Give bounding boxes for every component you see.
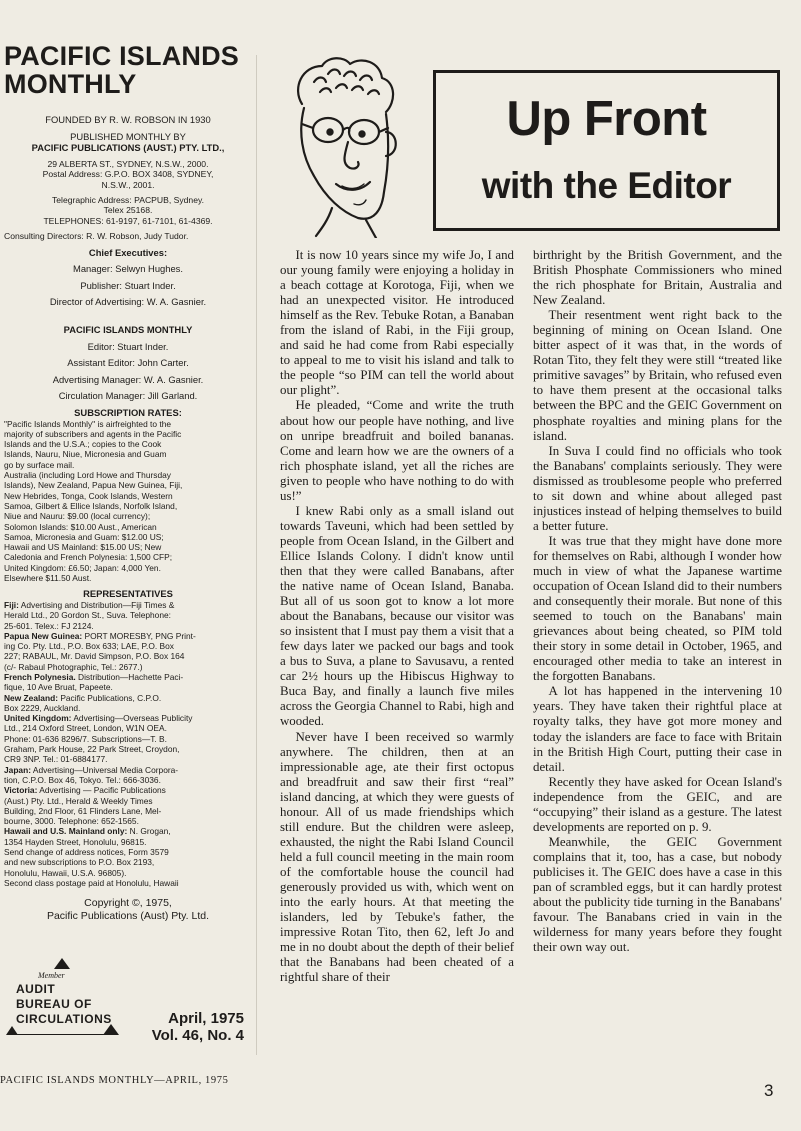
publisher-line: Publisher: Stuart Inder.: [80, 279, 176, 291]
representatives-header: REPRESENTATIVES: [83, 588, 173, 600]
representative-line: Building, 2nd Floor, 61 Flinders Lane, Mel-: [4, 805, 162, 816]
masthead-title-line2: MONTHLY: [4, 69, 137, 99]
representative-entry: [4, 631, 252, 672]
assistant-editor-line: Assistant Editor: John Carter.: [67, 357, 189, 369]
representative-region: Japan:: [4, 764, 31, 775]
representative-line: bourne, 3000. Telephone: 652-1565.: [4, 816, 139, 827]
column-divider: [256, 55, 257, 1055]
page-number: 3: [764, 1081, 774, 1100]
representative-line: 227; RABAUL, Mr. David Simpson, P.O. Box 164: [4, 651, 185, 662]
audit-logo-line3: CIRCULATIONS: [16, 1012, 112, 1026]
article-column-2: [533, 248, 782, 955]
representative-line: Honolulu, Hawaii, U.S.A. 96805).: [4, 867, 127, 878]
section-title-line2: with the Editor: [481, 165, 732, 206]
representative-line: [4, 631, 252, 641]
representative-text: Advertising — Pacific Publications: [39, 785, 166, 796]
representative-line: Send change of address notices, Form 3579: [4, 847, 169, 858]
representative-line: and new subscriptions to P.O. Box 2193,: [4, 857, 155, 868]
published-by-line: PUBLISHED MONTHLY BY: [70, 130, 186, 142]
manager-line: Manager: Selwyn Hughes.: [73, 263, 183, 275]
logo-base-rule: [12, 1034, 112, 1035]
address-line: Postal Address: G.P.O. BOX 3408, SYDNEY,: [42, 169, 214, 180]
representative-text: N. Grogan,: [129, 826, 171, 837]
subscription-line: "Pacific Islands Monthly" is airfreighted to the: [4, 418, 172, 429]
subscription-line: Hawaii and US Mainland: $15.00 US; New: [4, 542, 162, 553]
section-title-box: [433, 70, 780, 231]
representative-line: Herald Ltd., 20 Gordon St., Suva. Telephone:: [4, 610, 171, 621]
advertising-manager-line: Advertising Manager: W. A. Gasnier.: [52, 373, 204, 385]
masthead-title-line1: PACIFIC ISLANDS: [4, 41, 240, 71]
representative-line: (Aust.) Pty. Ltd., Herald & Weekly Times: [4, 795, 153, 806]
article-paragraph: I knew Rabi only as a small island out towards Taveuni, which had been settled by people from Ocean Island, in the Gilbert and Ellice Islands Colony. I didn't know until then that they were called Banabans, after the native name of Ocean Island, Banaba. But all of us soon got to know a lot more about the Banabans, because our visitor was so insistent that I must pay them a visit that a few days later we packed our bags and took a bus to Suva, a plane to Savusavu, a rented car 2½ hours up the Hibiscus Highway to Buca Bay, and finally a launch five miles across the Georgia Channel to Rabi, high and wooded.: [280, 503, 514, 729]
representative-region: Papua New Guinea:: [4, 630, 83, 641]
subscription-rates: [4, 419, 252, 584]
audit-bureau-logo: [6, 958, 146, 1038]
subscription-line: Islands, Nauru, Niue, Micronesia and Guam: [4, 449, 167, 460]
subscription-line: Caledonia and French Polynesia: 1,500 CFP;: [4, 552, 173, 563]
article-paragraph: It was true that they might have done more for themselves on Rabi, although I wonder how much in view of what the Japanese wartime occupation of Ocean Island did to their numbers and consequently their morale. But none of this seemed to touch on the Banabans' main grievances about being cheated, so PIM told their story in some detail in October, 1965, and encouraged other media to take an interest in the forgotten Banabans.: [533, 533, 782, 684]
address-line: N.S.W., 2001.: [101, 179, 155, 190]
representative-text: Advertising and Distribution—Fiji Times &: [20, 599, 175, 610]
representative-line: [4, 826, 252, 836]
representative-line: Graham, Park House, 22 Park Street, Croydon,: [4, 744, 180, 755]
issue-info: [132, 1010, 244, 1044]
representative-region: United Kingdom:: [4, 713, 72, 724]
representative-line: ing Co. Pty. Ltd., P.O. Box 633; LAE, P.O. Box: [4, 641, 174, 652]
representative-region: New Zealand:: [4, 692, 58, 703]
representative-line: Box 2229, Auckland.: [4, 702, 81, 713]
representative-text: PORT MORESBY, PNG Print-: [84, 630, 196, 641]
subscription-line: Islands), New Zealand, Papua New Guinea, Fiji,: [4, 480, 183, 491]
representative-text: Distribution—Hachette Paci-: [78, 671, 184, 682]
editor-line: Editor: Stuart Inder.: [87, 340, 169, 352]
subscription-line: United Kingdom: £6.50; Japan: 4,000 Yen.: [4, 562, 161, 573]
representatives-list: [4, 600, 252, 888]
subscription-header: SUBSCRIPTION RATES:: [74, 406, 182, 418]
article-paragraph: Meanwhile, the GEIC Government complains that it, too, has a case, but nobody publicises it. The GEIC does have a case in this pan of scrambled eggs, but it can hardly protest about the publicity tide turning in the Banabans' favour. The Banabans cried in vain in the wilderness for many years before they fought their own way out.: [533, 834, 782, 955]
copyright-line: Copyright ©, 1975,: [84, 897, 172, 910]
article-paragraph: In Suva I could find no officials who took the Banabans' complaints seriously. They were dismissed as troublesome people who preferred to sit down and whine about alleged past injustices instead of helping themselves to build a better future.: [533, 443, 782, 533]
subscription-line: majority of subscribers and agents in the Pacific: [4, 428, 182, 439]
representative-line: (c/- Rabaul Photographic, Tel.: 2677.): [4, 661, 143, 672]
masthead: [4, 42, 252, 923]
representative-entry: [4, 765, 252, 786]
representative-region: Hawaii and U.S. Mainland only:: [4, 826, 128, 837]
subscription-line: Samoa, Gilbert & Ellice Islands, Norfolk Island,: [4, 500, 178, 511]
article-paragraph: Their resentment went right back to the beginning of mining on Ocean Island. One bitter aspect of it was that, in the words of Rotan Tito, they felt they were still “treated like primitive savages” by Britain, who refused even to have them present at the occasional talks between the BPC and the GEIC Government on phosphate royalties and mining plans for the island.: [533, 308, 782, 443]
representative-entry: [4, 826, 252, 888]
representative-line: 1354 Hayden Street, Honolulu, 96815.: [4, 836, 147, 847]
representative-text: Advertising—Universal Media Corpora-: [32, 764, 179, 775]
representative-line: CR9 3NP. Tel.: 01-6884177.: [4, 754, 108, 765]
pim-header: PACIFIC ISLANDS MONTHLY: [63, 324, 193, 335]
section-title-line1: Up Front: [506, 92, 707, 146]
subscription-line: Solomon Islands: $10.00 Aust., American: [4, 521, 157, 532]
representative-region: Victoria:: [4, 785, 38, 796]
address-line: 29 ALBERTA ST., SYDNEY, N.S.W., 2000.: [47, 158, 209, 169]
article-paragraph: Never have I been received so warmly anywhere. The children, then at an impressionable age, ate their first octopus and breadfruit and saw their first “real” island dancing, at which they were guests of honour. All of us made friendships which still endure. But the children were asleep, exhausted, the night the Rabi Island Council held a full council meeting in the main room of the comfortable house the council had generously provided us with, which went on into the early hours. At that meeting the islanders, led by Tebuke's father, the impressive Rotan Tito, then 62, left Jo and me in no doubt about the depth of their belief that the Banabans had been cheated of a rightful share of their: [280, 729, 514, 985]
issue-volume: Vol. 46, No. 4: [151, 1027, 244, 1044]
article-paragraph: Recently they have asked for Ocean Island's independence from the GEIC, and are “occupying” their island as a gesture. The latest developments are reported on p. 9.: [533, 774, 782, 834]
running-footer: PACIFIC ISLANDS MONTHLY—APRIL, 1975: [0, 1075, 229, 1086]
representative-entry: [4, 693, 252, 714]
subscription-line: Niue and Nauru: $9.00 (local currency);: [4, 511, 151, 522]
chief-executives-label: Chief Executives:: [88, 246, 168, 258]
article-paragraph: birthright by the British Government, and the British Phosphate Commissioners who mined the rich phosphate for Britain, Australia and New Zealand.: [533, 248, 782, 308]
representative-line: [4, 713, 252, 723]
founded-line: FOUNDED BY R. W. ROBSON IN 1930: [45, 114, 211, 125]
representative-line: [4, 785, 252, 795]
subscription-line: Australia (including Lord Howe and Thursday: [4, 470, 171, 481]
audit-logo-line2: BUREAU OF: [16, 997, 92, 1011]
subscription-line: Samoa, Micronesia and Guam: $12.00 US;: [4, 531, 164, 542]
audit-logo-line1: AUDIT: [16, 982, 56, 996]
article-column-1: [280, 248, 514, 985]
representative-line: Phone: 01-636 8296/7. Subscriptions—T. B.: [4, 733, 167, 744]
representative-line: tion, C.P.O. Box 46, Tokyo. Tel.: 666-3036.: [4, 774, 161, 785]
article-paragraph: A lot has happened in the intervening 10 years. They have taken their rightful place at royalty talks, they have got more money and today the islanders are face to face with Britain in the British High Court, putting their case in detail.: [533, 684, 782, 774]
telegraphic-line: TELEPHONES: 61-9197, 61-7101, 61-4369.: [43, 215, 213, 226]
representative-line: fique, 10 Ave Bruat, Papeete.: [4, 682, 113, 693]
representative-line: [4, 672, 252, 682]
representative-region: French Polynesia.: [4, 671, 76, 682]
representative-line: Second class postage paid at Honolulu, Hawaii: [4, 877, 179, 888]
representative-text: Pacific Publications, C.P.O.: [60, 692, 162, 703]
article-paragraph: He pleaded, “Come and write the truth about how our people have nothing, and live on unripe breadfruit and boiled bananas. Come and learn how we are the owners of a rich phosphate island, yet all the riches are given to people who have nothing to do with us!”: [280, 398, 514, 503]
director-of-advertising-line: Director of Advertising: W. A. Gasnier.: [49, 296, 207, 308]
representative-entry: [4, 785, 252, 826]
representative-line: 25-601. Telex.: FJ 2124.: [4, 620, 94, 631]
audit-member-label: Member: [38, 971, 65, 980]
representative-entry: [4, 713, 252, 764]
representative-entry: [4, 672, 252, 693]
consulting-directors: Consulting Directors: R. W. Robson, Judy Tudor.: [4, 231, 189, 242]
representative-text: Advertising—Overseas Publicity: [73, 713, 193, 724]
subscription-line: Elsewhere $11.50 Aust.: [4, 573, 92, 584]
representative-line: Ltd., 214 Oxford Street, London, W1N OEA.: [4, 723, 167, 734]
publisher-company: PACIFIC PUBLICATIONS (AUST.) PTY. LTD.,: [31, 142, 225, 154]
copyright-owner-line: Pacific Publications (Aust) Pty. Ltd.: [46, 910, 210, 923]
subscription-line: New Hebrides, Tonga, Cook Islands, Western: [4, 490, 173, 501]
representative-region: Fiji:: [4, 599, 19, 610]
circulation-manager-line: Circulation Manager: Jill Garland.: [58, 390, 198, 402]
representative-line: [4, 693, 252, 703]
telegraphic-line: Telex 25168.: [103, 205, 153, 216]
subscription-line: go by surface mail.: [4, 459, 75, 470]
representative-entry: [4, 600, 252, 631]
telegraphic-line: Telegraphic Address: PACPUB, Sydney.: [51, 195, 205, 205]
representative-line: [4, 765, 252, 775]
representative-line: [4, 600, 252, 610]
article-paragraph: It is now 10 years since my wife Jo, I and our young family were enjoying a holiday in a beach cottage at Korotoga, Fiji, when we had an unexpected visitor. He introduced himself as the Rev. Tebuke Rotan, a Banaban from the island of Rabi, in the Fiji group, and said he had come from Rabi especially to appeal to me to visit his island and talk to the people “so PIM can tell the world about our plight”.: [280, 248, 514, 398]
editor-caricature-illustration: [262, 52, 422, 238]
issue-date: April, 1975: [168, 1010, 244, 1027]
triangle-icon: [54, 958, 70, 969]
subscription-line: Islands and the U.S.A.; copies to the Cook: [4, 439, 162, 450]
